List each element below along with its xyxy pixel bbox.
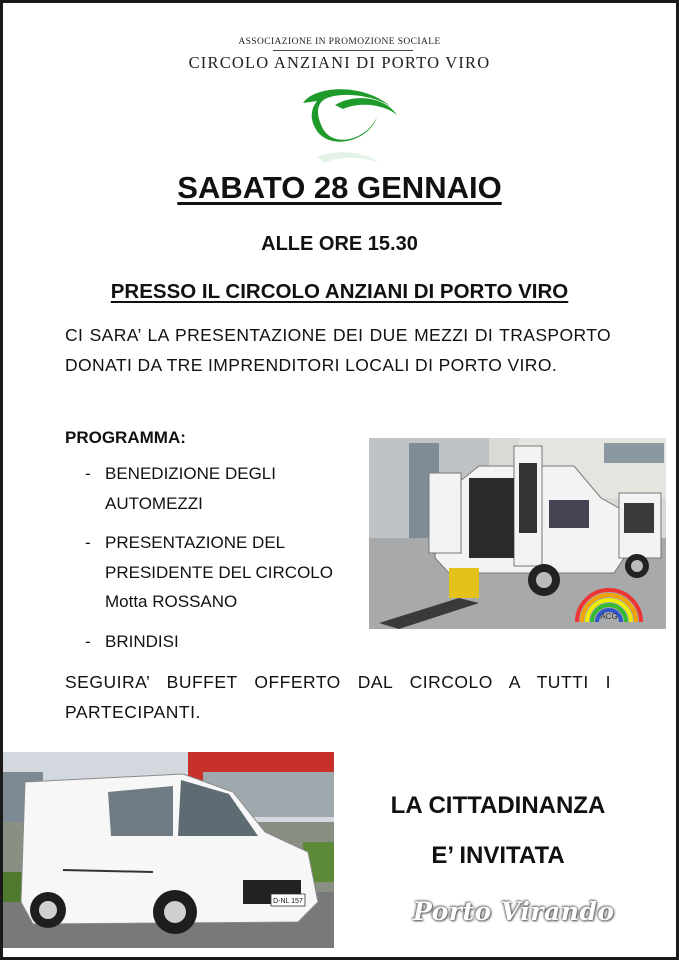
list-dash: - [85, 533, 91, 552]
program-item-text: PRESENTAZIONE DEL PRESIDENTE DEL CIRCOLO Motta ROSSANO [105, 533, 333, 611]
association-type: ASSOCIAZIONE IN PROMOZIONE SOCIALE [238, 37, 441, 47]
program-item [85, 528, 365, 617]
invitation-line-2: E’ INVITATA [431, 842, 565, 869]
white-van-photo [3, 752, 334, 948]
program-list [85, 459, 365, 666]
flyer-page [3, 3, 676, 957]
accessible-van-photo [369, 438, 666, 629]
event-place: PRESSO IL CIRCOLO ANZIANI DI PORTO VIRO [110, 280, 569, 303]
list-dash: - [85, 464, 91, 483]
list-dash: - [85, 631, 91, 651]
header-divider [273, 50, 413, 51]
intro-paragraph: CI SARA’ LA PRESENTAZIONE DEI DUE MEZZI DI TRASPORTO DONATI DA TRE IMPRENDITORI LOCALI DI PORTO VIRO. [65, 325, 611, 375]
logo-swirl-icon [303, 89, 397, 163]
program-item [85, 627, 365, 657]
invitation [373, 781, 623, 881]
association-name: CIRCOLO ANZIANI DI PORTO VIRO [188, 53, 491, 72]
circolo-logo [295, 83, 405, 173]
buffet-paragraph: SEGUIRA’ BUFFET OFFERTO DAL CIRCOLO A TUTTI I PARTECIPANTI. [65, 672, 611, 722]
license-plate: D-NL 157 [273, 898, 303, 905]
invitation-line-1: LA CITTADINANZA [390, 792, 606, 819]
watermark: Porto Virando [413, 897, 615, 926]
program-item-text: BENEDIZIONE DEGLI AUTOMEZZI [105, 464, 276, 513]
event-time: ALLE ORE 15.30 [261, 233, 418, 255]
program-item [85, 459, 365, 518]
program-heading: PROGRAMMA: [65, 428, 186, 447]
svg-text:ACG: ACG [600, 612, 618, 621]
program-item-text: BRINDISI [105, 631, 179, 651]
event-date-title: SABATO 28 GENNAIO [177, 170, 502, 205]
